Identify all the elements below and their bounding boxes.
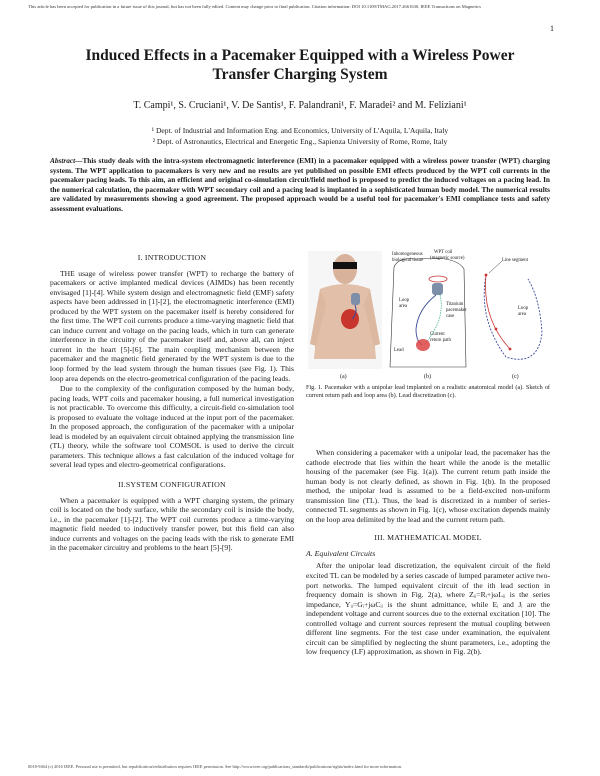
authors: T. Campi¹, S. Cruciani¹, V. De Santis¹, F. Palandrani¹, F. Maradei² and M. Feliziani¹ <box>133 100 467 111</box>
journal-notice: This article has been accepted for publication in a future issue of this journal, but has not been fully edited. Content may change prior to final publication. Citation information: DOI 10.1109/TMAG.2017.2661630, IEEE Transactions on Magnetics <box>28 4 481 9</box>
subsection-equivalent-circuits-title: A. Equivalent Circuits <box>306 548 376 558</box>
affiliation-1: ¹ Dept. of Industrial and Information Eng. and Economics, University of L'Aquila, L'Aquila, Italy <box>151 126 449 135</box>
figure-1-caption: Fig. 1. Pacemaker with a unipolar lead implanted on a realistic anatomical model (a). Sketch of current return path and loop area (b). Lead discretization (c). <box>306 384 550 399</box>
paper-title: Induced Effects in a Pacemaker Equipped with a Wireless Power Transfer Charging System <box>85 47 515 83</box>
subfigure-a-label: (a) <box>340 374 347 380</box>
label-lead: Lead <box>394 348 404 353</box>
section-mathematical-model-title: III. MATHEMATICAL MODEL <box>374 533 482 543</box>
label-inhomogeneous-2: biological tissue <box>392 258 424 263</box>
intro-paragraph-1: THE usage of wireless power transfer (WPT) to recharge the battery of pacemakers or active implanted medical devices (AIMDs) has been recently envisaged [1]-[4]. While system design and electromagnetic field (EMF) safety aspects have been addressed in [1]-[2], the electromagnetic interference (EMI) produced by the WPT system on the pacemaker itself is hereby considered for the first time. The WPT coil currents produce a time-varying magnetic field that can induce current and voltage on the pacing leads, which in turn can generate interference in the circuitry of the pacemaker itself and, above all, can inject current in the heart [5]-[6]. The main coupling mechanism between the pacemaker and the magnetic field generated by the WPT system is due to the loop formed by the lead system through the human tissues (see Fig. 1). This loop area depends on the electro-geometrical configuration of the pacing leads. <box>50 268 294 383</box>
label-loop-area-c-1: Loop <box>518 306 529 311</box>
abstract-text: —This study deals with the intra-system electromagnetic interference (EMI) in a pacemaker equipped with a wireless power transfer (WPT) charging system. The WPT application to pacemakers is very new and no results are yet published on possible EMI effects produced by the WPT coil currents in the pacemaker pacing leads. To this aim, an efficient and original co-simulation circuit/field method is proposed to predict the induced voltages on a pacing lead. In the numerical calculation, the pacemaker with WPT secondary coil and a pacing lead is implanted in a sophisticated human body model. The numerical results are validated by measurements showing a good agreement. The proposed approach would be a useful tool for pacemaker's EMI compliance tests and safety assessment evaluations. <box>50 156 550 213</box>
subfigure-b-label: (b) <box>424 374 431 380</box>
system-paragraph-1: When a pacemaker is equipped with a WPT charging system, the primary coil is located on the body surface, while the secondary coil is inside the body, i.e., in the pacemaker [1]-[2]. The WPT coil currents produce a time-varying magnetic field needed to inductively transfer power, but this field can also induce currents and voltages on the pacing leads with the risk to generate EMI in the pacemaker circuitry and problems to the heart [5]-[9]. <box>50 495 294 553</box>
affiliation-2: ² Dept. of Astronautics, Electrical and Energetic Eng., Sapienza University of Rome, Rome, Italy <box>152 136 448 146</box>
intro-paragraph-2: Due to the complexity of the configuration composed by the human body, pacing leads, WPT coils and pacemaker housing, a full numerical investigation is not practicable. To overcome this difficulty, a circuit-field co-simulation tool is proposed to evaluate the voltage induced at the input port of the pacemaker. In the proposed approach, the configuration of the pacemaker with a unipolar lead is modeled by an equivalent circuit obtained applying the transmission line (TL) theory, while the software tool COMSOL is used to derive the circuit parameters. This technique allows a fast calculation of the induced voltage for several lead types and electro-geometrical configurations. <box>50 384 294 470</box>
label-loop-area-1: Loop <box>399 298 410 303</box>
right-paragraph-1: When considering a pacemaker with a unipolar lead, the pacemaker has the cathode electrode that lies within the heart while the anode is the metallic housing of the pacemaker (see Fig. 1(a)). The current return path inside the human body is not clearly defined, as shown in Fig. 1(b). In the proposed method, the unipolar lead is assumed to be a field-excited non-uniform transmission line (TL). Thus, the lead is discretized in a number of series-connected TL segments as shown in Fig. 1(c), whose excitation depends mainly on the loop area delimited by the lead and the current return path. <box>306 448 550 524</box>
lead-discretization-sketch <box>484 258 542 359</box>
current-return-sketch <box>390 250 467 367</box>
right-column <box>306 448 550 657</box>
left-column <box>50 253 294 553</box>
page-number: 1 <box>550 24 554 33</box>
label-titanium-1: Titanium <box>446 302 464 307</box>
label-current-return-2: return path <box>430 338 451 343</box>
label-current-return-1: Current <box>430 332 445 337</box>
label-wpt-coil-2: (magnetic source) <box>430 256 465 261</box>
figure-1 <box>306 249 550 381</box>
right-paragraph-2: After the unipolar lead discretization, the equivalent circuit of the field excited TL can be modeled by a series cascade of lumped parameter active two-port networks. The lumped equivalent circuit of the ith lead section in frequency domain is shown in Fig. 2(a), where Zᵢᵢ=Rᵢ+jωLᵢᵢ is the series impedance, Yᵢᵢ=Gᵢ+jωCᵢᵢ is the shunt admittance, while Eᵢ and Jᵢ are the independent voltage and current sources due to the external excitation [10]. The controlled voltage and current sources represent the mutual coupling between different line segments. For the test case under examination, the equivalent circuit can be simplified by neglecting the shunt parameters, i.e., adopting the low frequency (LF) approximation, as shown in Fig. 2(b). <box>306 561 550 657</box>
label-titanium-3: case <box>446 314 455 319</box>
anatomical-model-image <box>308 251 382 369</box>
section-introduction-title: I. INTRODUCTION <box>137 253 207 262</box>
label-line-segment: Line segment <box>502 258 528 263</box>
abstract <box>50 156 550 214</box>
copyright-footer: 0018-9464 (c) 2016 IEEE. Personal use is permitted, but republication/redistribution requires IEEE permission. See http://www.ieee.org/publications_standards/publications/rights/index.html for more information. <box>28 764 402 769</box>
subfigure-c-label: (c) <box>512 374 519 380</box>
label-loop-area-c-2: area <box>518 312 526 317</box>
section-system-configuration-title: II.SYSTEM CONFIGURATION <box>118 480 226 490</box>
label-titanium-2: pacemaker <box>446 308 467 313</box>
figure-1-graphic <box>306 249 550 381</box>
affiliations <box>60 126 540 147</box>
label-inhomogeneous-1: Inhomogeneous <box>392 252 423 257</box>
label-wpt-coil-1: WPT coil <box>434 250 453 255</box>
abstract-lead: Abstract <box>50 156 76 165</box>
label-loop-area-2: area <box>399 304 407 309</box>
